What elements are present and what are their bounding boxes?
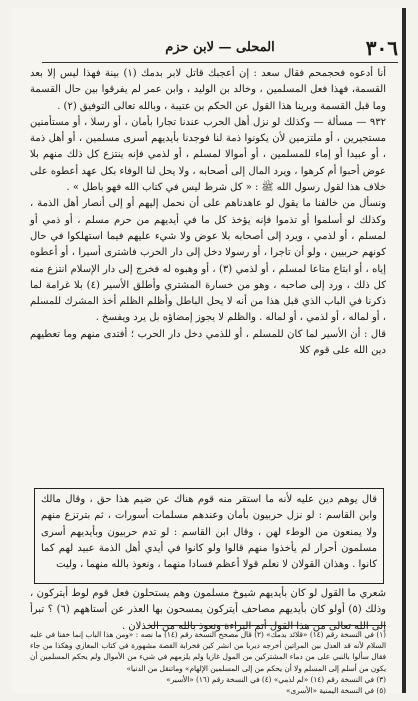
boxed-quotation-text: قال يوهم دين عليه لأنه ما استقر منه قوم هناك عن ضيم هذا حق ، وقال مالك وابن القاسم : لو نزل حربيون بأمان وعندهم مسلمات أسورات ، ثم بترتزع منهم ولا يمنعون من الوطء لهن ، وقال ابن القاسم : لو تدم حربيون وبأيديهم أسرى مسلمون أحرار لم يأخذوا منهم قالوا ولو كانوا في أيدي أهل الذمة عبيد لهم كما كانوا . وهذان القولان لا نعلم قولا أعظم فسادا منهما ، ونعوذ بالله منهما ، وليت xyxy=(41,494,377,571)
footnotes xyxy=(30,629,386,696)
main-text xyxy=(30,66,386,359)
closing-paragraph-text: شعري ما القول لو كان بأيديهم شيوخ مسلمون وهم يستحلون فعل قوم لوط أيتركون ، وذلك (٥) أولو كان بأيديهم مصاحف أيتركون يمسحون بها العذر عن أستاههم (٦) ؟ تبرأ إلى الله تعالى من هذا القول أتم البراءة ونعوذ بالله من الخذلان . xyxy=(30,588,386,632)
page-number: ٣٠٦ xyxy=(365,36,398,60)
closing-paragraph xyxy=(30,586,386,635)
footnote-1-2: (١) في النسخة رقم (١٤) «قلائد بدمك» (٢) قال مصحح النسخة رقم (١٤) ما نصه : «ومن هذا الباب إنما خفنا في عليه السلام لأنه قد العدل بين المراتين أخرجه ديربا من انشر كين فخرابة القصة مشهورة في كتاب المغازي وهكذا من جاء فقال سألوا بالنبي على من دماء المشتركين من المول غازيا ولم يلزمهم في شيء من الأموال ولم يحكم المسلمين أن يكون من أسلم إلى المسلم ولا أن يحكم من إلى المسلمين الإلهام» وماتنقل من الدنيا» xyxy=(30,630,387,673)
paragraph-captive: قال : أن الأسير لما كان للمسلم ، أو للذمي دخل دار الحرب ؛ أفتدى منهم وما تعطيهم دين الله على قوم كلا xyxy=(30,328,386,357)
paragraph-discussion: ونسأل من خالفنا ما يقول لو عاهدناهم على أن نحمل إليهم أو إلى أنصار أهل الذمة ، وكذلك لو أسلموا أو تذموا فإنه يؤخذ كل ما في أيديهم من حرم مسلم ، أو ذمي أو لمسلم ، أو لذمي ، ويرد إلى أصحابه بلا عوض ولا شيء عليهم فيما استهلكوا في حال كونهم حربيين ، ولو أن تاجرا ، أو رسولا دخل إلى دار الحرب فاشترى أسيرا ، أو أعطوه إياه ، أو ابتاع متاعا لمسلم ، أو لذمي (٣) ، أو وهبوه له فخرج إلى دار الإسلام انتزع منه كل ذلك ، ورد إلى صاحبه ، وهو من خسارة المشتري وأطلق الأسير (٤) بلا غرامة لما ذكرنا في الباب الذي قبل هذا من أنه لا يحل الباطل وأظلم الظلم أخذ المشرك للمسلم ، أو لماله ، أو لذمي ، أو لماله . والظلم لا يجوز إمضاؤه بل يرد ويفسخ . xyxy=(30,198,386,324)
running-title: المحلى — لابن حزم xyxy=(165,40,275,55)
footnote-5: (٥) في النسخة اليمنية «الأسرى» xyxy=(285,686,386,696)
footnote-divider xyxy=(150,625,386,626)
paragraph-issue-932: ٩٣٢ — مسألة — وكذلك لو نزل أهل الحرب عندنا تجارا بأمان ، أو رسلا ، أو مستأمنين مستجيرين ، أو ملتزمين لأن يكونوا ذمة لنا فوجدنا بأيديهم أسرى مسلمين ، أو أهل ذمة ، أو عبيدا أو إماء للمسلمين ، أو أموالا لمسلم ، أو لذمي فإنه ينتزع كل ذلك منهم بلا عوض أحبوا أم كرهوا ، ويرد المال إلى أصحابه ، ولا يحل لنا الوفاء بكل عهد أعطوه على خلاف هذا لقول رسول الله ﷺ : « كل شرط ليس في كتاب الله فهو باطل » . xyxy=(30,116,386,194)
footnote-3-4: (٣) في النسخة رقم (١٤) «لم لذمي» (٤) في النسخة رقم (١٦) «الأسير» xyxy=(166,674,386,684)
paragraph-intro: أنا أدعوه فحجمحم فقال سعد : إن أعجبك قاتل لابر بدمك (١) بينة فهذا ليس إلا بعد القسمة، فهذا فعل المسلمين ، وخالد بن الوليد ، وابن عمر لم يفرقوا بين حال القسمة وما قبل القسمة وبرينا هذا القول عن الحكم بن عتيبة ، وبالله تعالى التوفيق (٢) . xyxy=(30,68,387,112)
boxed-quotation xyxy=(34,488,384,584)
page-header xyxy=(42,36,398,63)
